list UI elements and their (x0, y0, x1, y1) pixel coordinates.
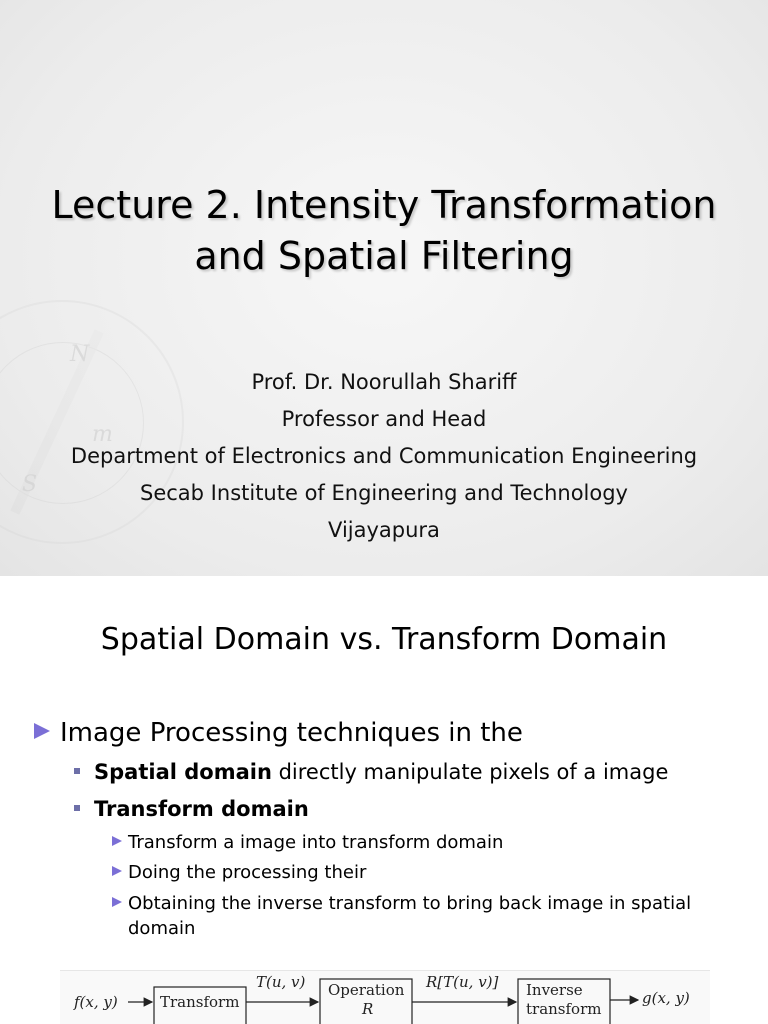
arrow-1-label: T(u, v) (256, 973, 306, 991)
subsub-bullet-1 (112, 831, 503, 855)
inverse-block-label-2: transform (526, 1000, 602, 1018)
sub-bullet-transform (74, 795, 309, 823)
transform-block-diagram (60, 970, 710, 1024)
title-line-1: Lecture 2. Intensity Transformation (51, 183, 717, 227)
author-department: Department of Electronics and Communication Engineering (70, 444, 698, 468)
bullet-level1 (34, 716, 523, 750)
author-institute: Secab Institute of Engineering and Technology (140, 481, 628, 505)
lecture-title (0, 180, 768, 282)
operation-block-symbol: R (362, 1000, 374, 1018)
author-name: Prof. Dr. Noorullah Shariff (251, 370, 517, 394)
sub-bullet-text: directly manipulate pixels of a image (271, 760, 669, 784)
subsub-bullet-3 (112, 892, 691, 916)
sub-bullet-spatial (74, 758, 668, 786)
slide-title: Spatial Domain vs. Transform Domain (100, 622, 668, 657)
sub-bullet-bold: Spatial domain (94, 760, 272, 784)
bullet-text: Image Processing techniques in the (60, 718, 523, 748)
sub-bullet-bold: Transform domain (94, 797, 309, 821)
small-triangle-bullet-icon (112, 897, 122, 907)
arrow-2-label: R[T(u, v)] (426, 973, 499, 991)
operation-block-label: Operation (328, 981, 405, 999)
compass-watermark-icon: N S m (0, 300, 184, 544)
title-line-2: and Spatial Filtering (194, 234, 574, 278)
input-label: f(x, y) (74, 993, 118, 1011)
square-bullet-icon (74, 768, 80, 774)
subsub-text: Doing the processing their (128, 862, 367, 883)
square-bullet-icon (74, 805, 80, 811)
author-position: Professor and Head (281, 407, 487, 431)
author-city: Vijayapura (328, 518, 440, 542)
content-slide (0, 576, 768, 1024)
transform-block-label: Transform (160, 993, 240, 1011)
subsub-bullet-3-continuation: domain (128, 918, 196, 939)
author-block (0, 364, 768, 549)
subsub-text: Obtaining the inverse transform to bring back image in spatial (128, 893, 692, 914)
subsub-text: Transform a image into transform domain (128, 832, 504, 853)
small-triangle-bullet-icon (112, 836, 122, 846)
subsub-bullet-2 (112, 861, 366, 885)
output-label: g(x, y) (642, 989, 690, 1007)
small-triangle-bullet-icon (112, 866, 122, 876)
inverse-block-label-1: Inverse (526, 981, 583, 999)
triangle-bullet-icon (34, 723, 50, 739)
